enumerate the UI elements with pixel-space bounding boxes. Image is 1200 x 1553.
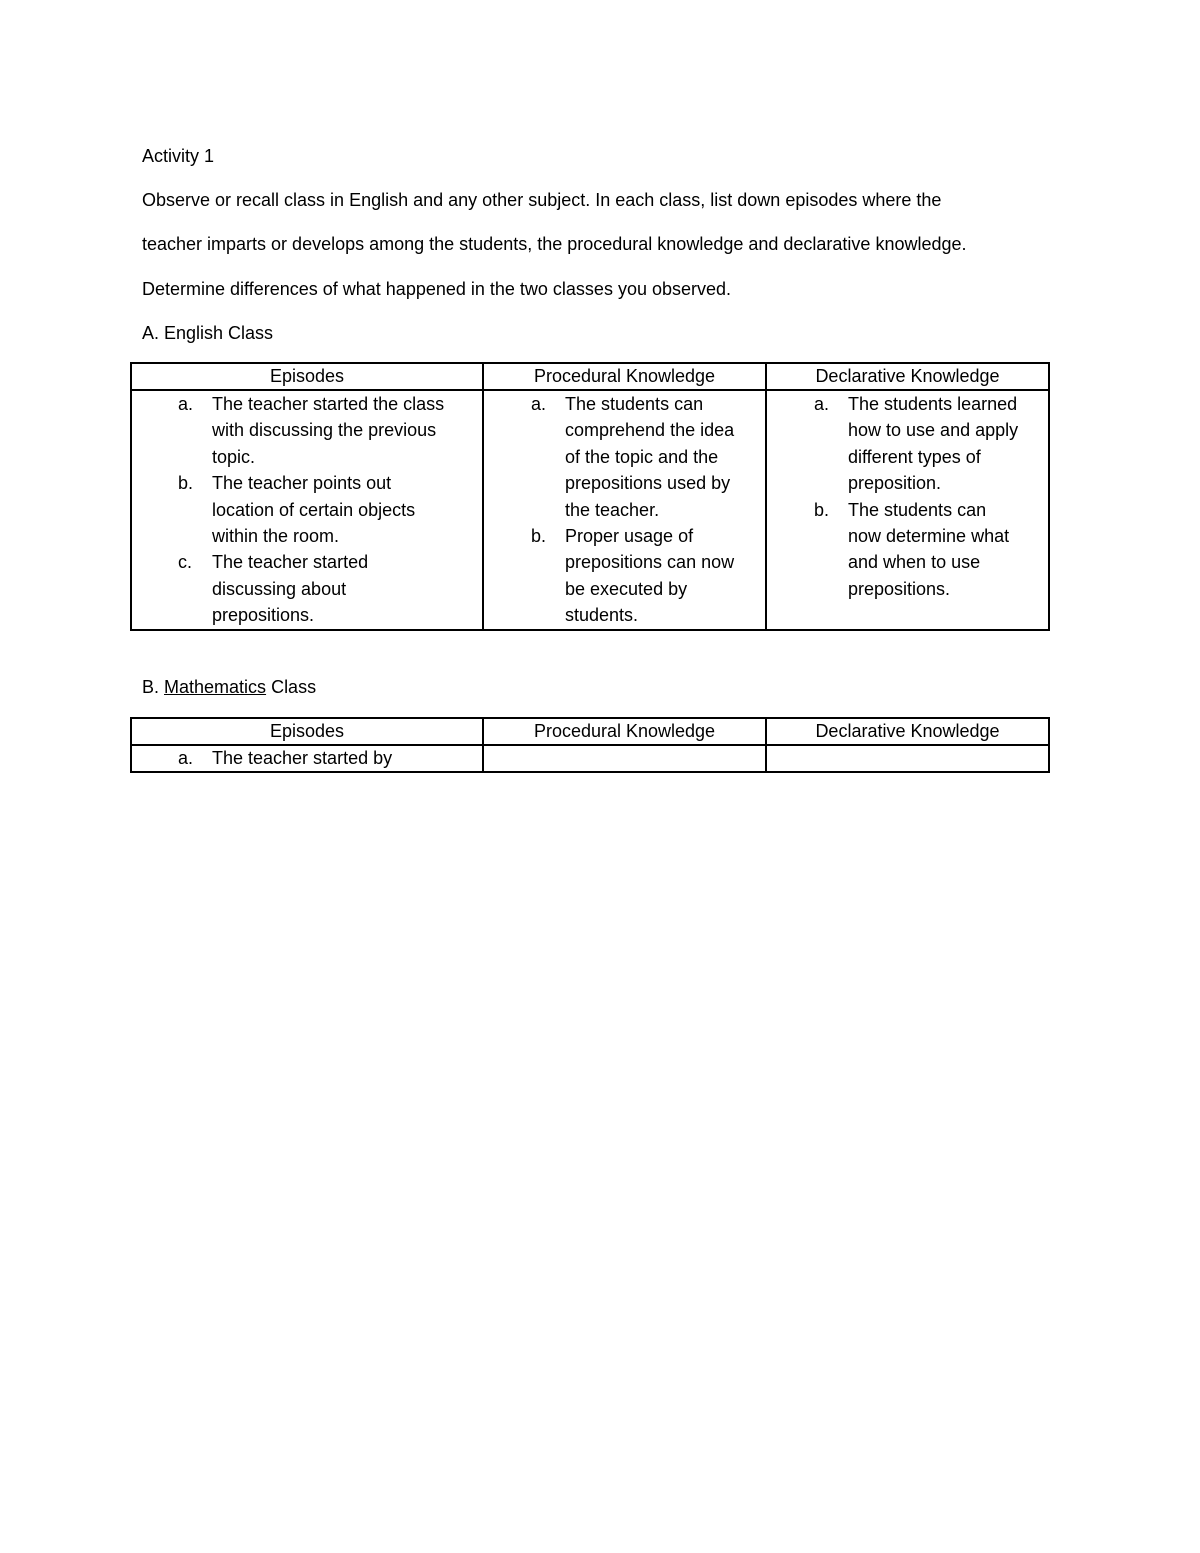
section-b-suffix: Class bbox=[266, 677, 317, 697]
instructions-line-1: Observe or recall class in English and any other subject. In each class, list down episodes where the bbox=[142, 190, 942, 210]
declarative-text-line: different types of bbox=[848, 446, 981, 467]
list-marker: a. bbox=[178, 394, 194, 414]
section-b-prefix: B. bbox=[142, 677, 165, 697]
declarative-text-line: prepositions. bbox=[848, 578, 951, 599]
table-row bbox=[131, 390, 1049, 630]
procedural-text-line: The students can bbox=[565, 394, 704, 414]
declarative-knowledge-header: Declarative Knowledge bbox=[766, 718, 1049, 745]
activity-title: Activity 1 bbox=[142, 146, 215, 166]
list-marker: a. bbox=[531, 394, 547, 414]
instructions-line-3: Determine differences of what happened in the two classes you observed. bbox=[142, 279, 732, 299]
episode-text-line: The teacher started bbox=[212, 552, 369, 573]
table-header-row bbox=[131, 363, 1049, 390]
declarative-text-line: now determine what bbox=[848, 526, 1010, 547]
mathematics-class-table bbox=[130, 717, 1050, 773]
episode-text-line: prepositions. bbox=[212, 605, 315, 626]
list-marker: b. bbox=[178, 473, 194, 494]
list-item bbox=[767, 391, 1048, 497]
table-header-row bbox=[131, 718, 1049, 745]
procedural-knowledge-cell bbox=[483, 745, 766, 772]
procedural-knowledge-header: Procedural Knowledge bbox=[483, 363, 766, 390]
procedural-text-line: Proper usage of bbox=[565, 526, 694, 547]
section-b-heading bbox=[142, 676, 316, 698]
list-marker: b. bbox=[531, 526, 547, 547]
procedural-text-line: comprehend the idea bbox=[565, 420, 735, 441]
declarative-text-line: how to use and apply bbox=[848, 420, 1019, 441]
list-marker: a. bbox=[814, 394, 830, 414]
episode-text-line: The teacher started the class bbox=[212, 394, 445, 414]
episodes-header: Episodes bbox=[131, 363, 483, 390]
procedural-text-line: of the topic and the bbox=[565, 446, 719, 467]
list-marker: b. bbox=[814, 499, 830, 520]
episodes-header: Episodes bbox=[131, 718, 483, 745]
episodes-cell bbox=[131, 390, 483, 630]
episode-text-line: within the room. bbox=[212, 526, 340, 547]
declarative-text-line: The students can bbox=[848, 499, 987, 520]
episode-text-line: The teacher points out bbox=[212, 473, 392, 494]
list-item bbox=[132, 470, 482, 549]
episode-text-line: location of certain objects bbox=[212, 499, 416, 520]
episode-text-line: topic. bbox=[212, 446, 256, 467]
list-item bbox=[484, 523, 765, 629]
procedural-text-line: the teacher. bbox=[565, 499, 660, 520]
declarative-knowledge-header: Declarative Knowledge bbox=[766, 363, 1049, 390]
declarative-text-line: The students learned bbox=[848, 394, 1018, 414]
declarative-text-line: and when to use bbox=[848, 552, 981, 573]
procedural-text-line: be executed by bbox=[565, 578, 688, 599]
declarative-knowledge-cell bbox=[766, 390, 1049, 630]
list-item bbox=[132, 746, 482, 771]
section-a-heading: A. English Class bbox=[142, 323, 274, 343]
procedural-text-line: prepositions used by bbox=[565, 473, 731, 494]
table-row bbox=[131, 745, 1049, 772]
list-item bbox=[484, 391, 765, 523]
list-marker: a. bbox=[178, 748, 194, 768]
declarative-knowledge-cell bbox=[766, 745, 1049, 772]
english-class-table bbox=[130, 362, 1050, 631]
episode-text-line: The teacher started by bbox=[212, 748, 393, 768]
procedural-text-line: prepositions can now bbox=[565, 552, 735, 573]
episode-text-line: discussing about bbox=[212, 578, 347, 599]
list-marker: c. bbox=[178, 552, 193, 573]
list-item bbox=[132, 391, 482, 470]
episodes-cell bbox=[131, 745, 483, 772]
procedural-knowledge-header: Procedural Knowledge bbox=[483, 718, 766, 745]
section-b-subject: Mathematics bbox=[164, 677, 267, 697]
list-item bbox=[767, 497, 1048, 603]
procedural-text-line: students. bbox=[565, 605, 639, 626]
declarative-text-line: preposition. bbox=[848, 473, 942, 494]
episode-text-line: with discussing the previous bbox=[212, 420, 437, 441]
list-item bbox=[132, 549, 482, 628]
instructions-line-2: teacher imparts or develops among the students, the procedural knowledge and declarative knowledge. bbox=[142, 234, 967, 254]
procedural-knowledge-cell bbox=[483, 390, 766, 630]
